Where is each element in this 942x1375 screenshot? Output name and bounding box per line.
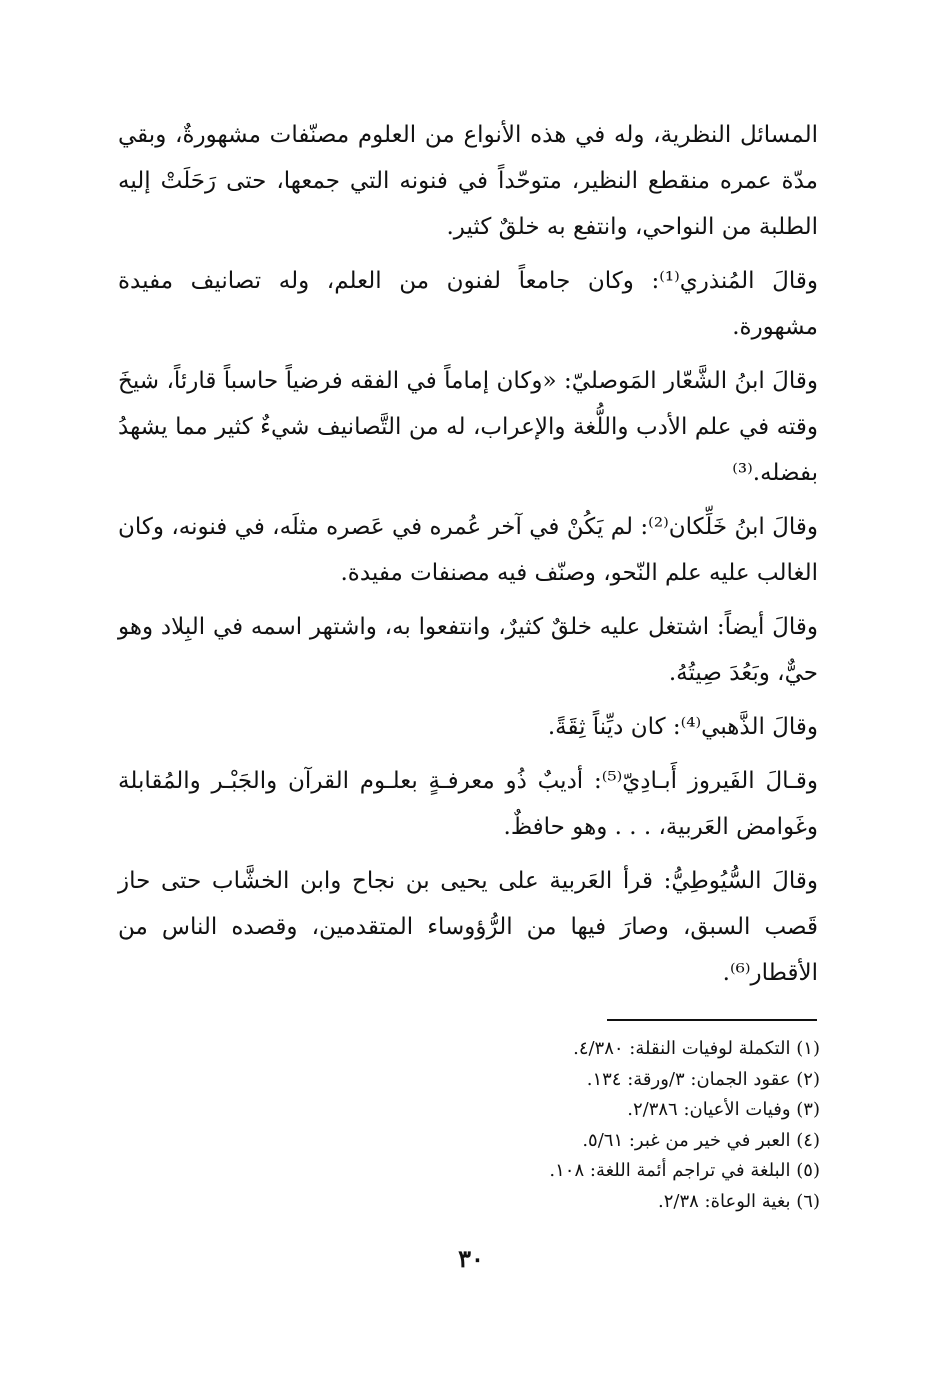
footnote: (٥) البلغة في تراجم أئمة اللغة: ١٠٨.	[549, 1160, 820, 1181]
paragraph: وقالَ ابنُ خَلِّكان⁽²⁾: لم يَكُنْ في آخر عُمره في عَصره مثلَه، في فنونه، وكان الغالب عليه علم النّحو، وصنّف فيه مصنفات مفيدة.	[118, 514, 818, 586]
footnote: (٢) عقود الجمان: ٣/ورقة: ١٣٤.	[586, 1068, 820, 1090]
paragraph: وقالَ المُنذري⁽¹⁾: وكان جامعاً لفنون من العلم، وله تصانيف مفيدة مشهورة.	[118, 268, 818, 340]
footnote: (١) التكملة لوفيات النقلة: ٤/٣٨٠.	[573, 1038, 820, 1059]
paragraph: المسائل النظرية، وله في هذه الأنواع من العلوم مصنّفات مشهورةٌ، وبقي مدّة عمره منقطع النظير، متوحّداً في فنونه التي جمعها، حتى رَحَلَتْ إليه الطلبة من النواحي، وانتفع به خلقٌ كثير.	[118, 122, 818, 240]
paragraph: وقالَ السُّيُوطِيُّ: قرأ العَربية على يحيى بن نجاح وابن الخشَّاب حتى حاز قَصب السبق، وصارَ فيها من الرُّؤوساء المتقدمين، وقصده الناس من الأقطار⁽⁶⁾.	[118, 868, 818, 986]
paragraph: وقـالَ الفَيروز أَبـادِيّ⁽⁵⁾: أديبٌ ذُو معرفـةٍ بعلـوم القرآن والجَبْـر والمُقابلة وغَوامض العَربية، . . . وهو حافظٌ.	[118, 768, 819, 840]
paragraph: وقالَ الذَّهبي⁽⁴⁾: كان ديِّناً ثِقَةً.	[547, 714, 818, 740]
page-number: ٣٠	[458, 1244, 484, 1273]
footnote: (٦) بغية الوعاة: ٢/٣٨.	[658, 1190, 820, 1212]
main-text	[118, 112, 818, 1004]
paragraph: وقالَ ابنُ الشَّعّار المَوصليّ: «وكان إماماً في الفقه فرضياً حاسباً قارئاً، شيخَ وقته في علم الأدب واللُّغة والإعراب، له من التَّصانيف شيءٌ كثير مما يشهدُ بفضله.⁽³⁾	[118, 368, 818, 486]
footnote: (٣) وفيات الأعيان: ٢/٣٨٦.	[627, 1099, 820, 1120]
footnote-separator	[607, 1019, 817, 1021]
footnotes	[300, 1034, 820, 1217]
paragraph: وقالَ أيضاً: اشتغل عليه خلقٌ كثيرٌ، وانتفعوا به، واشتهر اسمه في البِلاد وهو حيٌّ، وبَعُدَ صِيتُهُ.	[118, 614, 818, 686]
footnote: (٤) العبر في خير من غبر: ٥/٦١.	[582, 1129, 820, 1151]
